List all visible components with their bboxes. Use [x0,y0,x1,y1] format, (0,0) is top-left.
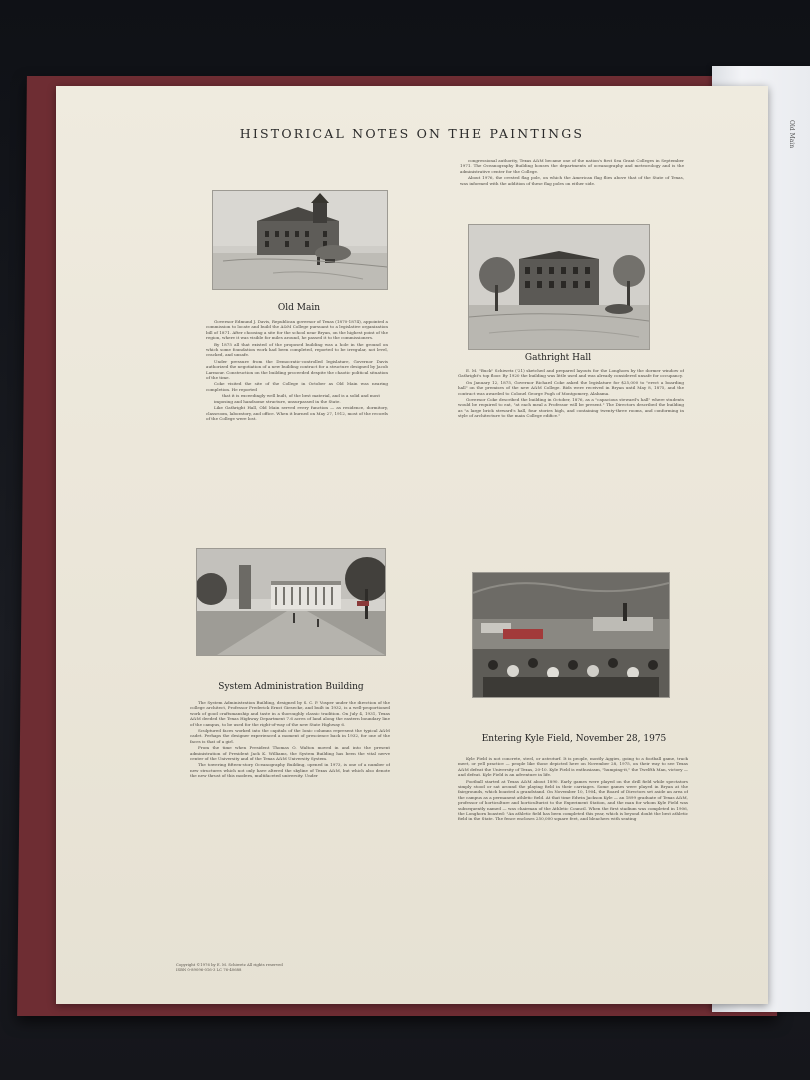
kyle-field-plate [472,572,670,698]
old-main-paragraph: By 1875 all that existed of the proposed building was a hole in the ground on which some foundation work had been completed, reported to be irregular, not level, cracked, and unsafe. [206,341,388,358]
system-admin-sketch [197,549,385,655]
copyright-line: Copyright ©1976 by E. M. Schiwetz All rights reserved [176,962,283,967]
continuation-paragraph: About 1976, the crested flag pole, on which the American flag flies above that of the State of Texas, was informed with the addition of these flag poles on either side. [460,175,684,186]
page-title: HISTORICAL NOTES ON THE PAINTINGS [239,126,585,141]
old-main-paragraph: that it is exceedingly well built, of the best material, and is a solid and most imposing and handsome structure, unsurpassed in the State. [214,393,380,404]
kyle-field-paragraph: Kyle Field is not concrete, steel, or astroturf. It is people, mostly Aggies, going to a football game, track meet, or yell practice — people like those depicted here on November 28, 1975, on their way to see Texas A&M defeat the University of Texas, 20-10. Kyle Field is enthusiasm, "humping-it," the Twelfth Man, victory — and defeat. Kyle Field is an adventure in life. [458,756,688,778]
system-admin-paragraph: The towering fifteen-story Oceanography Building, opened in 1973, is one of a number of new structures which not only have altered the skyline of Texas A&M, but which also denote the new thrust of this modern, multifaceted university. Under [190,762,390,779]
old-main-paragraph: Coke visited the site of the College in October as Old Main was nearing completion. He reported [206,381,388,392]
system-admin-caption: System Administration Building [218,682,364,692]
top-continuation-text [460,158,684,210]
gathright-paragraph: Governor Coke described the building in October, 1876, as a "capacious steward's hall" where students would be required to eat, "at each meal a Professor will be present." The Directors described the building as "a large brick steward's hall, four stories high, and containing twenty-three rooms, and conforming in style of architecture to the main College edifice." [458,397,684,419]
old-main-plate [212,190,388,290]
colophon [176,962,283,972]
kyle-field-sketch [473,573,669,697]
continuation-paragraph: congressional authority, Texas A&M became one of the nation's first Sea Grant Colleges in September 1971. The Oceanography Building houses the departments of oceanography and meteorology and is the administrative center for the College. [460,158,684,174]
kyle-field-text [458,756,688,864]
kyle-field-paragraph: Football started at Texas A&M about 1890. Early games were played on the drill field while spectators simply stood or sat around the playing field in their carriages. Some games were played in Bryan at the fairgrounds, which boasted a grandstand. On November 10, 1904, the Board of Directors set aside an area of the campus as a permanent athletic field. At that time Edwin Jackson Kyle — an 1899 graduate of Texas A&M, professor of horticulture and horticulturist to the Experiment Station, and the man for whom Kyle Field was subsequently named — was chairman of the Athletic Council. When the first stadium was completed in 1906, the Longhorn boasted: "An athletic field has been completed this year, which is beyond doubt the best athletic field in the State. The fence encloses 250,000 square feet, and bleachers with seating [458,778,688,822]
old-main-sketch [213,191,387,289]
old-main-paragraph: Under pressure from the Democratic-controlled legislature, Governor Davis authorized the negotiation of a new building contract for a structure designed by Jacob Larmour. Construction on the building proceeded despite the chaotic political situation of the time. [206,358,388,381]
notes-page [56,86,768,1004]
gathright-paragraph: On January 12, 1875, Governor Richard Coke asked the legislature for $25,000 to "erect a boarding hall" on the premises of the new A&M College. Bids were received in Bryan until May 8, 1875, and the contract was awarded to Colonel George Pugh of Montgomery, Alabama. [458,379,684,396]
kyle-field-caption: Entering Kyle Field, November 28, 1975 [481,734,667,744]
system-admin-paragraph: From the time when President Thomas O. Walton moved in and into the present administration of President Jack K. Williams, the System Building has been the vital nerve center of the University and of the Texas A&M University System. [190,745,390,762]
gathright-hall-caption: Gathright Hall [524,353,592,363]
system-admin-plate [196,548,386,656]
gathright-hall-text [458,368,684,564]
old-main-paragraph: Like Gathright Hall, Old Main served every function — as residence, dormitory, classroom, laboratory, and office. When it burned on May 27, 1912, most of the records of the College were lost. [206,405,388,421]
gathright-hall-plate [468,224,650,350]
isbn-line: ISBN 0-89096-016-3 LC 76-40688 [176,967,242,972]
system-admin-text [190,700,390,890]
old-main-text [206,319,388,527]
old-main-paragraph: Governor Edmund J. Davis, Republican governor of Texas (1870-1874), appointed a commission to locate and build the A&M College pursuant to a legislative organization bill of 1871. After choosing a site for the school near Bryan, on the highest point of the region, where it was visible for miles around, he passed it to the commissioners. [206,319,388,341]
gathright-hall-sketch [469,225,649,349]
system-admin-paragraph: Sculptured faces worked into the capitals of the Ionic columns represent the typical A&M cadet. Perhaps the designer experienced a moment of prescience back in 1932, for one of the faces is that of a girl. [190,728,390,744]
gathright-paragraph: E. M. "Buck" Schiwetz ('21) sketched and prepared layouts for the Longhorn by the dormer window of Gathright's top floor. By 1920 the building was little used and was already considered unsafe for occupancy. [458,368,684,379]
old-main-caption: Old Main [277,303,321,313]
side-sheet-label: Old Main [788,120,795,149]
system-admin-paragraph: The System Administration Building, designed by S. C. P. Vosper under the direction of the college architect, Professor Frederick Ernst Giesecke, and built in 1932, is a well-proportioned work of good craftsmanship and taste in a thoroughly classic tradition. On July 4, 1931, Texas A&M deeded the Texas Highway Department 7.6 acres of land along the eastern boundary line of the campus, to be used for the right-of-way of the new State Highway 6. [190,700,390,727]
